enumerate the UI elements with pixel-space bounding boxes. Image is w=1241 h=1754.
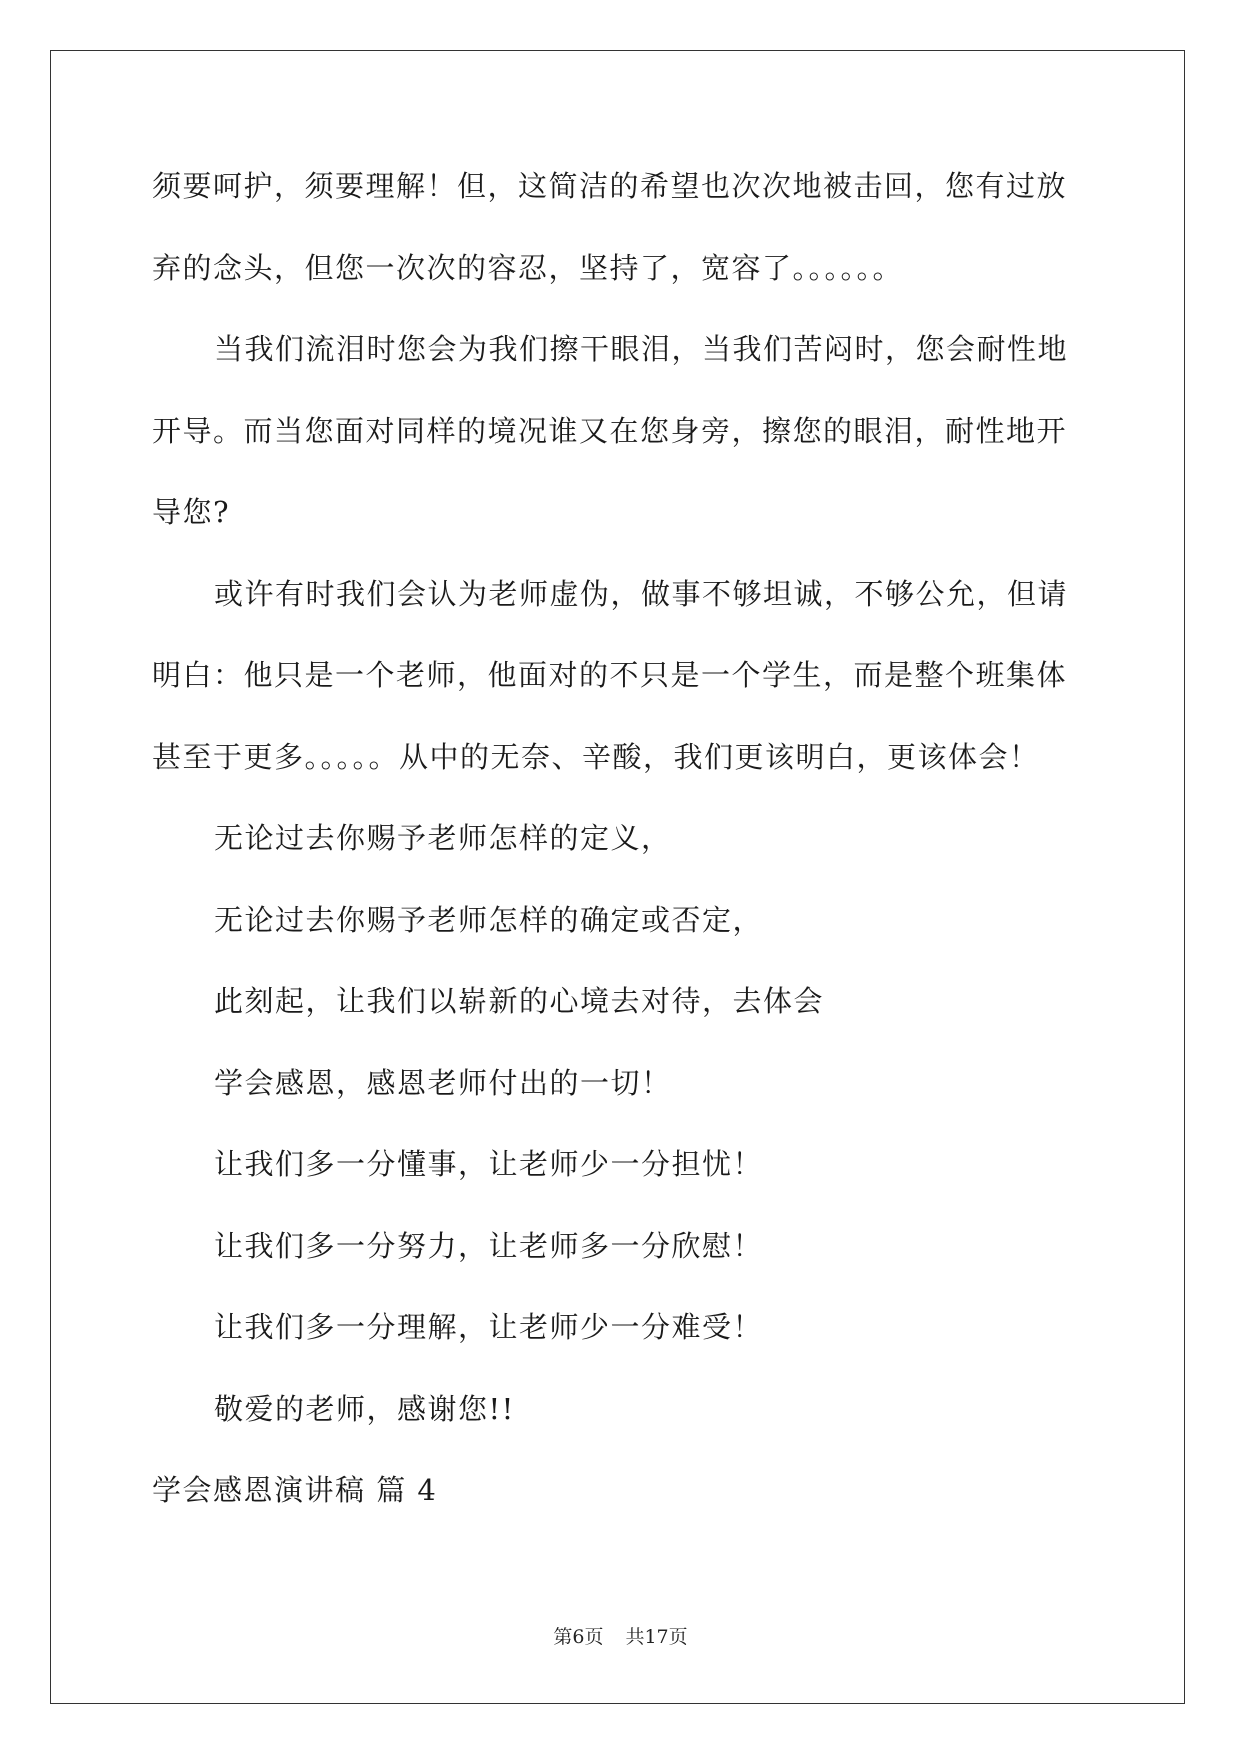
page-footer: [0, 1622, 1241, 1649]
text-line: 或许有时我们会认为老师虚伪，做事不够坦诚，不够公允，但请: [214, 576, 1069, 611]
text-line: 敬爱的老师，感谢您!!: [214, 1391, 515, 1426]
text-line: 无论过去你赐予老师怎样的定义，: [214, 821, 672, 855]
page-total: 共17页: [625, 1626, 688, 1648]
text-line: 导您?: [152, 495, 231, 529]
text-line: 开导。而当您面对同样的境况谁又在您身旁，擦您的眼泪，耐性地开: [152, 413, 1068, 448]
text-line: 让我们多一分努力，让老师多一分欣慰！: [214, 1228, 764, 1263]
text-line: 弃的念头，但您一次次的容忍，坚持了，宽容了。。。。。。: [152, 250, 904, 285]
text-line: 学会感恩，感恩老师付出的一切！: [214, 1065, 672, 1100]
text-line: 此刻起，让我们以崭新的心境去对待，去体会: [214, 984, 825, 1018]
text-line: 让我们多一分懂事，让老师少一分担忧！: [214, 1147, 764, 1181]
page-number: 第6页: [553, 1626, 604, 1648]
text-line: 无论过去你赐予老师怎样的确定或否定，: [214, 902, 764, 937]
text-line: 须要呵护，须要理解！但，这简洁的希望也次次地被击回，您有过放: [152, 169, 1068, 203]
text-line: 当我们流泪时您会为我们擦干眼泪，当我们苦闷时，您会耐性地: [214, 332, 1069, 366]
section-heading: 学会感恩演讲稿 篇 4: [152, 1473, 438, 1507]
text-line: 让我们多一分理解，让老师少一分难受！: [214, 1310, 764, 1344]
text-line: 甚至于更多。。。。。从中的无奈、辛酸，我们更该明白，更该体会！: [152, 739, 1040, 774]
document-body: [152, 166, 1092, 1552]
text-line: 明白：他只是一个老师，他面对的不只是一个学生，而是整个班集体: [152, 658, 1068, 692]
